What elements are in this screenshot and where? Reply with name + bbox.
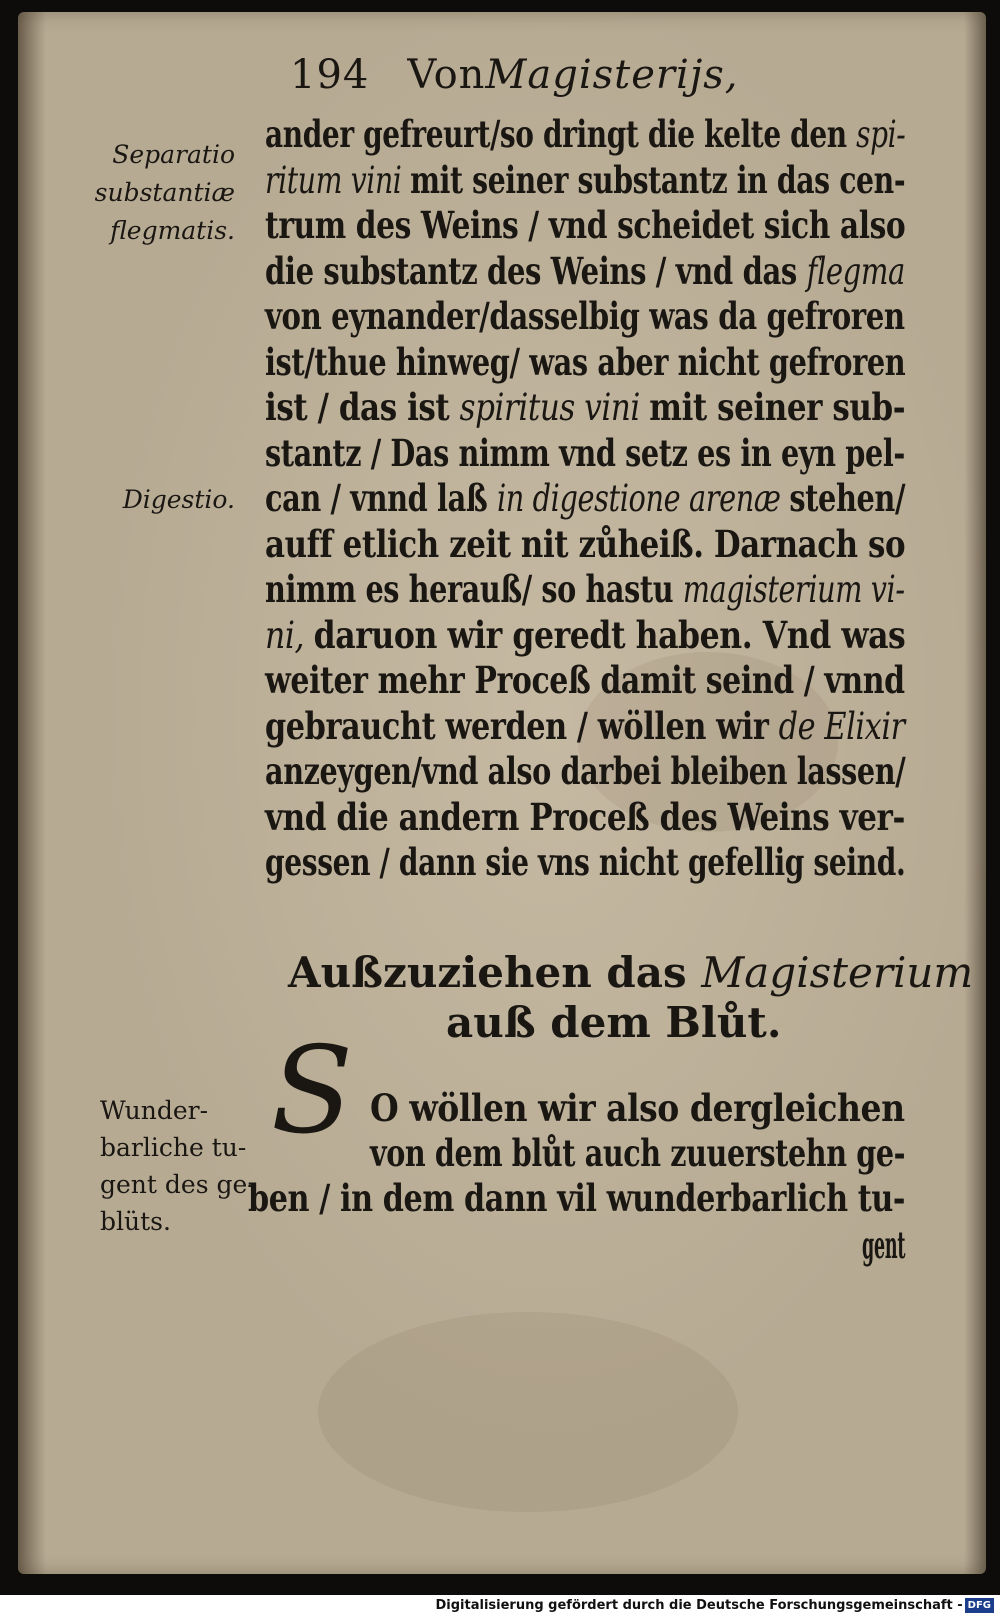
body-line-segment: stehen/ [789, 476, 906, 520]
section-line: gent [862, 1223, 906, 1267]
body-line-segment: vnd die andern Proceß des Weins ver- [265, 794, 905, 839]
body-line [265, 613, 905, 657]
body-line-segment: ist/thue hinweg/ was aber nicht gefroren [265, 339, 906, 384]
margin-note-wunderbarliche [100, 1092, 256, 1240]
body-line-segment: anzeygen/vnd also darbei bleiben lassen/ [265, 749, 906, 793]
body-line [265, 431, 905, 475]
body-line-segment: mit seiner sub- [649, 385, 906, 429]
body-line [265, 249, 905, 293]
body-line-segment: gebraucht werden / wöllen wir [265, 703, 779, 748]
body-line [265, 476, 905, 520]
body-line-segment: mit seiner substantz in das cen- [410, 157, 906, 202]
body-line-segment: ist / das ist [265, 385, 460, 429]
body-line-segment: die substantz des Weins / vnd das [265, 248, 807, 293]
body-line-italic-segment: magisterium vi- [682, 568, 905, 611]
section-heading-line-2 [446, 998, 781, 1047]
header-title-prefix: Von [407, 52, 486, 98]
section-heading-line-2-text: auß dem Blůt. [446, 998, 782, 1047]
body-line-segment: weiter mehr Proceß damit seind / vnnd [265, 658, 905, 702]
page-number: 194 [290, 52, 370, 98]
body-line [265, 795, 905, 839]
margin-note-line: blüts. [100, 1207, 171, 1236]
body-line-italic-segment: spiritus vini [459, 386, 650, 429]
body-line [265, 840, 905, 884]
paper-stain [318, 1312, 738, 1512]
body-line-italic-segment: in digestione arenæ [496, 477, 790, 520]
margin-note-digestio [123, 485, 235, 514]
section-heading-prefix: Außzuziehen das [288, 948, 702, 997]
body-line [265, 112, 905, 156]
body-line-segment: von eynander/dasselbig was da gefroren [265, 294, 905, 338]
margin-note-line: substantiæ [94, 178, 235, 207]
body-line-segment: gessen / dann sie vns nicht gefellig seind. [265, 840, 906, 884]
body-line-italic-segment: flegma [806, 249, 905, 293]
body-line-segment: stantz / Das nimm vnd setz es in eyn pel- [265, 430, 905, 475]
margin-note-separatio [95, 136, 235, 250]
body-line [265, 203, 905, 247]
margin-note-line: barliche tu- [100, 1133, 247, 1162]
body-line [265, 340, 905, 384]
body-line [265, 704, 905, 748]
body-line-italic-segment: ni, [265, 613, 314, 657]
section-line: O wöllen wir also dergleichen [370, 1086, 905, 1130]
digitization-footer [0, 1595, 1000, 1617]
body-line-segment: nimm es herauß/ so hastu [265, 567, 683, 611]
margin-note-line: gent des ge- [100, 1170, 256, 1199]
body-line [265, 294, 905, 338]
body-line [265, 567, 905, 611]
section-line: von dem blůt auch zuuerstehn ge- [370, 1131, 906, 1175]
body-line [265, 749, 905, 793]
body-line-italic-segment: de Elixir [778, 704, 905, 748]
footer-text: Digitalisierung gefördert durch die Deutsche Forschungsgemeinschaft - [435, 1598, 963, 1613]
body-line-segment: ander gefreurt/so dringt die kelte den [265, 112, 857, 156]
section-heading-italic: Magisterium [701, 948, 974, 997]
body-line-segment: can / vnnd laß [265, 476, 497, 520]
body-line-segment: daruon wir geredt haben. Vnd was [313, 612, 906, 657]
margin-note-line: Wunder- [100, 1096, 209, 1125]
header-title-italic: Magisterijs, [485, 52, 739, 98]
body-line-segment: trum des Weins / vnd scheidet sich also [265, 203, 906, 247]
body-line [265, 522, 905, 566]
body-line [265, 158, 905, 202]
section-line: ben / in dem dann vil wunderbarlich tu- [248, 1176, 906, 1220]
section-heading-line-1 [288, 948, 973, 997]
running-header [290, 52, 738, 98]
margin-note-line: flegmatis. [110, 216, 235, 245]
drop-cap-initial: S [270, 1022, 354, 1161]
margin-note-line: Digestio. [122, 485, 235, 514]
body-line [265, 385, 905, 429]
dfg-logo: DFG [965, 1598, 994, 1613]
margin-note-line: Separatio [112, 140, 235, 169]
body-line [265, 658, 905, 702]
body-line-italic-segment: ritum vini [265, 158, 411, 202]
body-line-segment: auff etlich zeit nit zůheiß. Darnach so [265, 521, 906, 566]
body-line-italic-segment: spi- [856, 113, 906, 156]
